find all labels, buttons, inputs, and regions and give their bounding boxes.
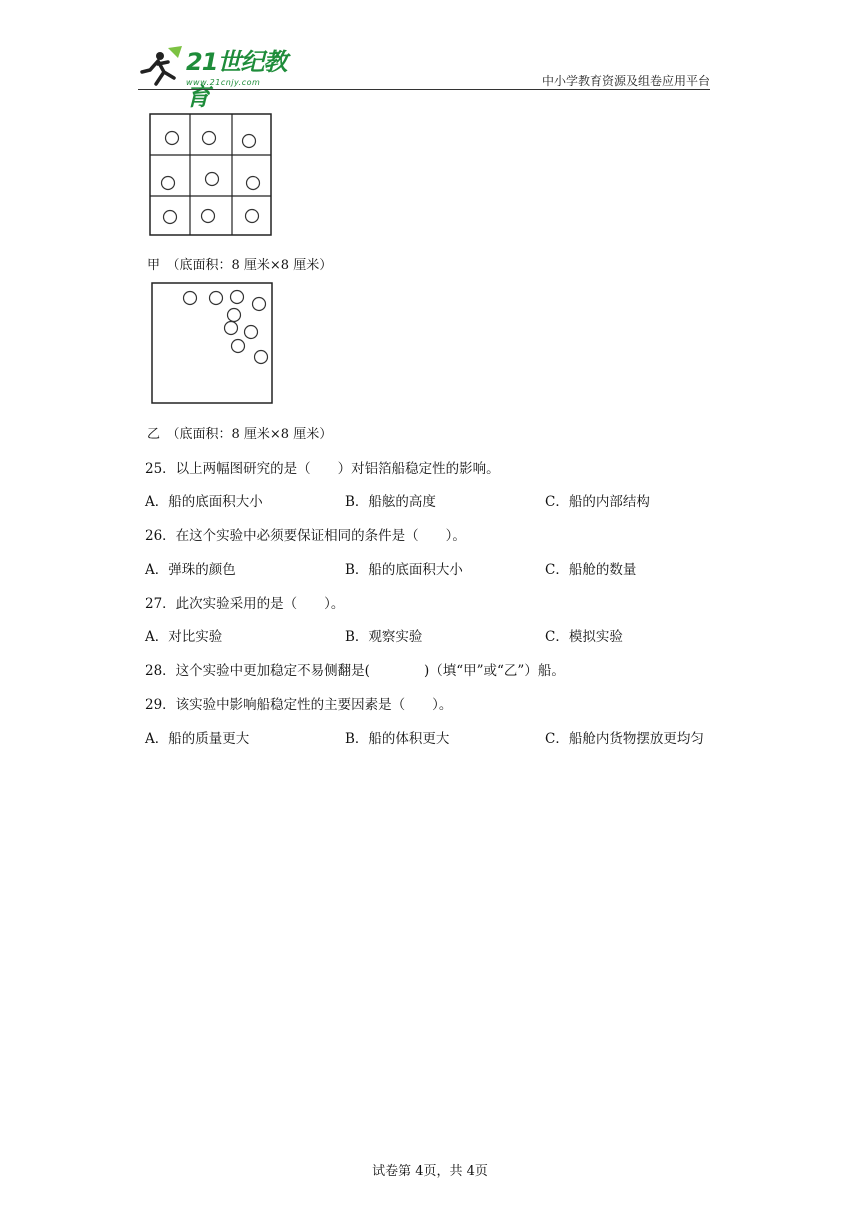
q27-option-a: A．对比实验 <box>145 629 223 645</box>
logo-text: 21世纪教育 <box>186 48 287 111</box>
marbles-jia <box>162 132 260 224</box>
platform-name: 中小学教育资源及组卷应用平台 <box>541 74 710 88</box>
page-footer: 试卷第 4页，共 4页 <box>372 1164 488 1179</box>
marbles-yi <box>184 291 268 364</box>
boat-yi-label: 乙 （底面积：8 厘米×8 厘米） <box>147 427 333 442</box>
question-26: 26．在这个实验中必须要保证相同的条件是（ ）。 <box>145 528 466 544</box>
runner-logo-icon <box>138 44 186 90</box>
boat-yi-diagram <box>151 282 275 406</box>
q25-option-b: B．船舷的高度 <box>345 494 436 510</box>
q26-option-a: A．弹珠的颜色 <box>145 562 236 578</box>
logo <box>138 44 308 111</box>
q27-option-c: C．模拟实验 <box>545 629 623 645</box>
header-divider <box>138 89 710 90</box>
question-29: 29．该实验中影响船稳定性的主要因素是（ ）。 <box>145 697 453 713</box>
boat-jia-label: 甲 （底面积：8 厘米×8 厘米） <box>147 258 333 273</box>
page-header <box>138 40 710 111</box>
question-25: 25．以上两幅图研究的是（ ）对铝箔船稳定性的影响。 <box>145 461 500 477</box>
logo-url: www.21cnjy.com <box>186 78 261 87</box>
q27-option-b: B．观察实验 <box>345 629 423 645</box>
question-27: 27．此次实验采用的是（ ）。 <box>145 596 345 612</box>
q29-option-b: B．船的体积更大 <box>345 731 450 747</box>
q25-option-a: A．船的底面积大小 <box>145 494 263 510</box>
question-28: 28．这个实验中更加稳定不易侧翻是( )（填“甲”或“乙”）船。 <box>145 663 565 679</box>
q26-option-b: B．船的底面积大小 <box>345 562 463 578</box>
q26-option-c: C．船舱的数量 <box>545 562 637 578</box>
q25-option-c: C．船的内部结构 <box>545 494 650 510</box>
q29-option-a: A．船的质量更大 <box>145 731 250 747</box>
q29-option-c: C．船舱内货物摆放更均匀 <box>545 731 704 747</box>
boat-jia-diagram <box>149 113 273 237</box>
